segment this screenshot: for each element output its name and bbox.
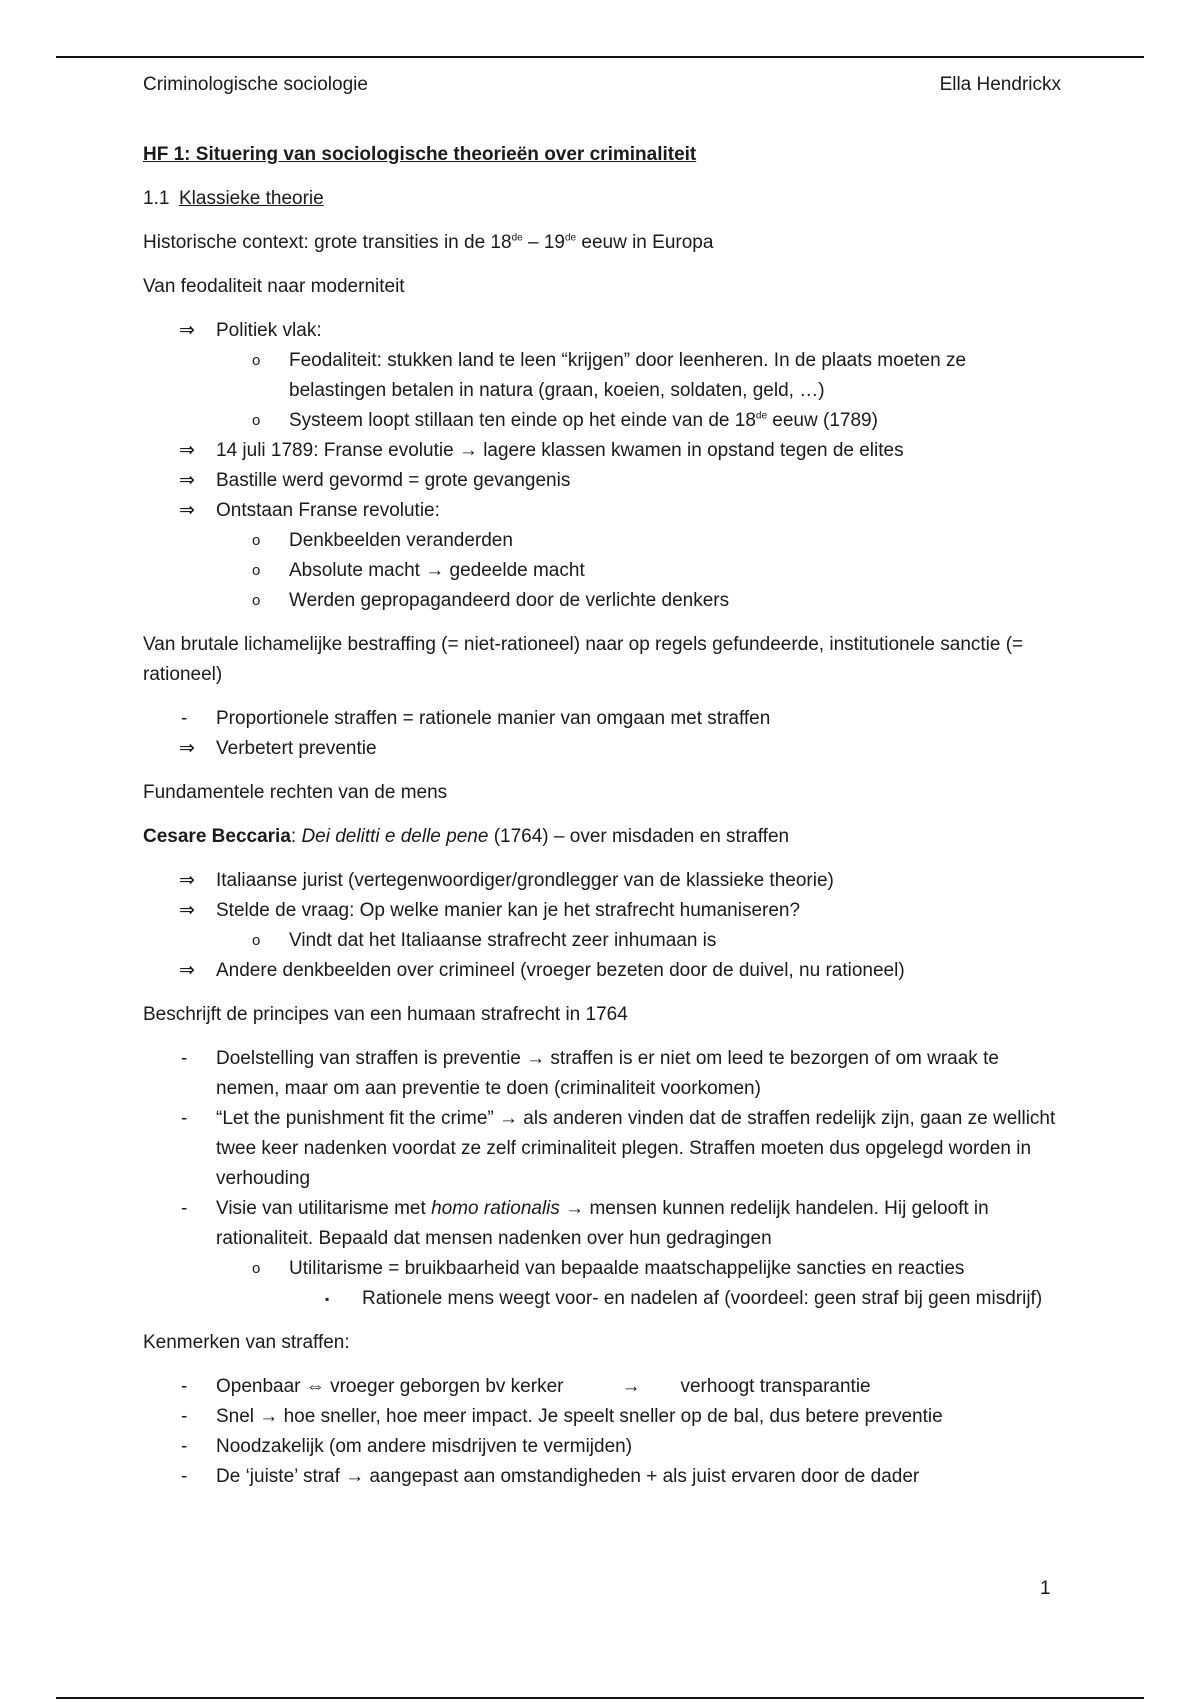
- list-item: [143, 1462, 1061, 1492]
- author-name: Ella Hendrickx: [939, 74, 1061, 95]
- item-text: Verbetert preventie: [216, 738, 377, 759]
- item-text: “Let the punishment fit the crime” → als anderen vinden dat de straffen redelijk zijn, gaan ze wellicht twee keer nadenken voordat ze zelf criminaliteit plegen. Straffen moeten dus opgelegd worden in verhouding: [216, 1108, 1056, 1189]
- item-text: Snel → hoe sneller, hoe meer impact. Je speelt sneller op de bal, dus betere preventie: [216, 1406, 943, 1427]
- feodaliteit-paragraph: Van feodaliteit naar moderniteit: [143, 276, 405, 297]
- item-text: Andere denkbeelden over crimineel (vroeger bezeten door de duivel, nu rationeel): [216, 960, 905, 981]
- dash-bullet-icon: -: [181, 708, 188, 729]
- list-item: [143, 466, 1061, 496]
- circle-bullet-icon: o: [252, 592, 261, 609]
- circle-bullet-icon: o: [252, 352, 261, 369]
- item-text: De ‘juiste’ straf → aangepast aan omstandigheden + als juist ervaren door de dader: [216, 1466, 920, 1487]
- item-text: Politiek vlak:: [216, 320, 322, 341]
- politics-list: [143, 316, 1061, 616]
- list-item: [143, 866, 1061, 896]
- item-text: Openbaar ⇔ vroeger geborgen bv kerker: [216, 1376, 564, 1397]
- separator: :: [290, 826, 302, 847]
- proportional-list: [143, 704, 1061, 764]
- item-text: verhoogt transparantie: [680, 1376, 871, 1397]
- list-item: [289, 1284, 1061, 1314]
- dash-bullet-icon: -: [181, 1406, 188, 1427]
- rights-paragraph: Fundamentele rechten van de mens: [143, 782, 448, 803]
- sublist: [216, 926, 1061, 956]
- section-heading: [143, 184, 1061, 214]
- section-label: Klassieke theorie: [179, 188, 324, 209]
- circle-bullet-icon: o: [252, 1260, 261, 1277]
- list-item: [143, 496, 1061, 616]
- book-title: Dei delitti e delle pene: [301, 826, 489, 847]
- item-text: Proportionele straffen = rationele manier van omgaan met straffen: [216, 708, 771, 729]
- item-text: Italiaanse jurist (vertegenwoordiger/grondlegger van de klassieke theorie): [216, 870, 834, 891]
- item-text: Systeem loopt stillaan ten einde op het einde van de 18: [289, 410, 756, 431]
- chapter-title: HF 1: Situering van sociologische theorieën over criminaliteit: [143, 144, 697, 165]
- dash-bullet-icon: -: [181, 1048, 188, 1069]
- implies-icon: ⇒: [179, 500, 195, 521]
- beccaria-rest: (1764) – over misdaden en straffen: [488, 826, 790, 847]
- item-text: Doelstelling van straffen is preventie → straffen is er niet om leed te bezorgen of om wraak te nemen, maar om aan preventie te doen (criminaliteit voorkomen): [216, 1048, 999, 1099]
- item-text: Stelde de vraag: Op welke manier kan je het strafrecht humaniseren?: [216, 900, 801, 921]
- dash-bullet-icon: -: [181, 1108, 188, 1129]
- item-text: Ontstaan Franse revolutie:: [216, 500, 440, 521]
- implies-icon: ⇒: [179, 900, 195, 921]
- item-text: Denkbeelden veranderden: [289, 530, 513, 551]
- item-text: → mensen kunnen redelijk handelen. Hij gelooft in rationaliteit. Bepaald dat mensen nadenken over hun gedragingen: [216, 1198, 989, 1249]
- list-item: [216, 526, 1061, 556]
- list-item: [143, 1044, 1061, 1104]
- item-text: Noodzakelijk (om andere misdrijven te vermijden): [216, 1436, 633, 1457]
- page-number: 1: [1040, 1578, 1051, 1599]
- circle-bullet-icon: o: [252, 412, 261, 429]
- footer-rule: [56, 1697, 1144, 1699]
- circle-bullet-icon: o: [252, 932, 261, 949]
- arrow-icon: →: [621, 1376, 641, 1397]
- list-item: [216, 926, 1061, 956]
- item-text: Werden gepropagandeerd door de verlichte denkers: [289, 590, 730, 611]
- dash-bullet-icon: -: [181, 1436, 188, 1457]
- item-text: eeuw (1789): [767, 410, 878, 431]
- sublist: [216, 346, 1061, 436]
- list-item: [143, 436, 1061, 466]
- list-item: [143, 1432, 1061, 1462]
- circle-bullet-icon: o: [252, 532, 261, 549]
- section-number: 1.1: [143, 188, 170, 209]
- circle-bullet-icon: o: [252, 562, 261, 579]
- document-body: [143, 70, 1061, 1492]
- kenmerken-paragraph: Kenmerken van straffen:: [143, 1332, 350, 1353]
- course-title: Criminologische sociologie: [143, 74, 368, 95]
- context-text: eeuw in Europa: [576, 232, 714, 253]
- item-text: Rationele mens weegt voor- en nadelen af (voordeel: geen straf bij geen misdrijf): [362, 1288, 1043, 1309]
- item-text: Feodaliteit: stukken land te leen “krijgen” door leenheren. In de plaats moeten ze belastingen betalen in natura (graan, koeien, soldaten, geld, …): [289, 350, 967, 401]
- item-text: Vindt dat het Italiaanse strafrecht zeer inhumaan is: [289, 930, 717, 951]
- superscript: de: [755, 410, 768, 422]
- item-text: Utilitarisme = bruikbaarheid van bepaalde maatschappelijke sancties en reacties: [289, 1258, 965, 1279]
- implies-icon: ⇒: [179, 960, 195, 981]
- implies-icon: ⇒: [179, 440, 195, 461]
- list-item: [143, 734, 1061, 764]
- implies-icon: ⇒: [179, 470, 195, 491]
- list-item: [143, 704, 1061, 734]
- list-item: [143, 1402, 1061, 1432]
- context-paragraph: [143, 228, 1061, 258]
- author-bold: Cesare Beccaria: [143, 826, 291, 847]
- implies-icon: ⇒: [179, 738, 195, 759]
- item-text: Bastille werd gevormd = grote gevangenis: [216, 470, 571, 491]
- principles-list: [143, 1044, 1061, 1314]
- list-item: [143, 1372, 1061, 1402]
- list-item: [216, 346, 1061, 406]
- item-text: Absolute macht → gedeelde macht: [289, 560, 585, 581]
- list-item: [216, 1254, 1061, 1314]
- emphasis-text: homo rationalis: [431, 1198, 560, 1219]
- sublist: [216, 526, 1061, 616]
- list-item: [143, 1194, 1061, 1314]
- principles-paragraph: Beschrijft de principes van een humaan strafrecht in 1764: [143, 1004, 628, 1025]
- context-text: – 19: [522, 232, 565, 253]
- sublist: [216, 1254, 1061, 1314]
- header-rule: [56, 56, 1144, 58]
- bestraffing-paragraph: Van brutale lichamelijke bestraffing (= niet-rationeel) naar op regels gefundeerde, institutionele sanctie (= rationeel): [143, 634, 1024, 685]
- beccaria-list: [143, 866, 1061, 986]
- beccaria-paragraph: [143, 822, 1061, 852]
- superscript: de: [564, 232, 577, 244]
- list-item: [143, 896, 1061, 956]
- list-item: [216, 406, 1061, 436]
- page-header: [143, 70, 1061, 100]
- list-item: [216, 556, 1061, 586]
- dash-bullet-icon: -: [181, 1198, 188, 1219]
- kenmerken-list: [143, 1372, 1061, 1492]
- dash-bullet-icon: -: [181, 1466, 188, 1487]
- list-item: [143, 316, 1061, 436]
- square-bullet-icon: ▪: [325, 1292, 330, 1306]
- item-text: Visie van utilitarisme met: [216, 1198, 432, 1219]
- dash-bullet-icon: -: [181, 1376, 188, 1397]
- item-text: 14 juli 1789: Franse evolutie → lagere klassen kwamen in opstand tegen de elites: [216, 440, 904, 461]
- implies-icon: ⇒: [179, 320, 195, 341]
- superscript: de: [511, 232, 523, 244]
- list-item: [216, 586, 1061, 616]
- sublist: [289, 1284, 1061, 1314]
- context-text: Historische context: grote transities in de 18: [143, 232, 512, 253]
- list-item: [143, 956, 1061, 986]
- implies-icon: ⇒: [179, 870, 195, 891]
- list-item: [143, 1104, 1061, 1194]
